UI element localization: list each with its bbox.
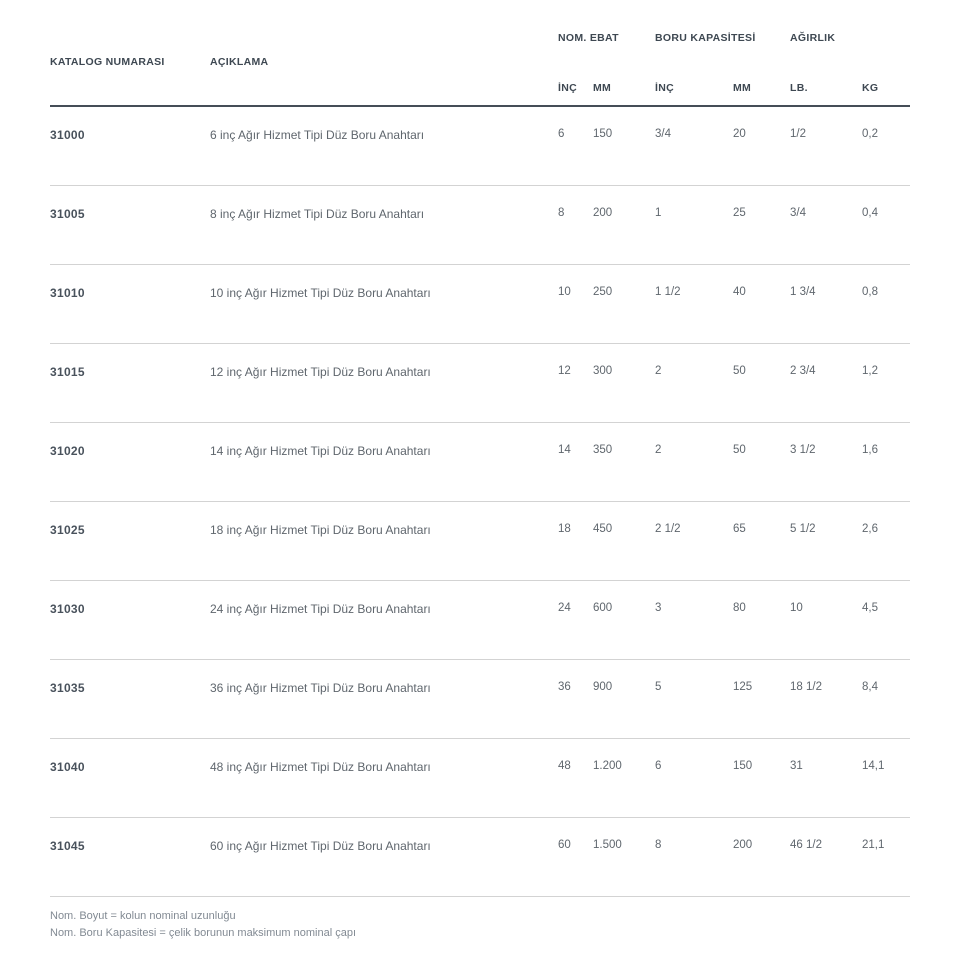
nom-ebat-inc-value: 8 [558, 207, 565, 219]
product-description: 12 inç Ağır Hizmet Tipi Düz Boru Anahtarı [210, 365, 431, 379]
boru-kapasitesi-mm-value: 50 [733, 444, 746, 456]
header-group-boru-kapasitesi: BORU KAPASİTESİ [655, 32, 756, 44]
catalog-table-page [50, 0, 910, 942]
boru-kapasitesi-inc-value: 1 [655, 207, 662, 219]
product-description: 14 inç Ağır Hizmet Tipi Düz Boru Anahtarı [210, 444, 431, 458]
nom-ebat-inc-value: 18 [558, 523, 571, 535]
table-row [50, 107, 910, 186]
agirlik-lb-value: 5 1/2 [790, 523, 816, 535]
agirlik-kg-value: 4,5 [862, 602, 878, 614]
product-description: 10 inç Ağır Hizmet Tipi Düz Boru Anahtarı [210, 286, 431, 300]
table-row [50, 502, 910, 581]
boru-kapasitesi-inc-value: 2 [655, 365, 662, 377]
subheader-nom-mm: MM [593, 82, 612, 94]
nom-ebat-inc-value: 12 [558, 365, 571, 377]
agirlik-kg-value: 14,1 [862, 760, 885, 772]
boru-kapasitesi-mm-value: 125 [733, 681, 753, 693]
subheader-boru-inc: İNÇ [655, 82, 674, 94]
agirlik-lb-value: 1/2 [790, 128, 806, 140]
boru-kapasitesi-mm-value: 25 [733, 207, 746, 219]
agirlik-kg-value: 1,2 [862, 365, 878, 377]
nom-ebat-inc-value: 48 [558, 760, 571, 772]
nom-ebat-mm-value: 450 [593, 523, 613, 535]
subheader-lb: LB. [790, 82, 808, 94]
nom-ebat-inc-value: 10 [558, 286, 571, 298]
catalog-number: 31010 [50, 286, 85, 300]
agirlik-kg-value: 0,4 [862, 207, 878, 219]
nom-ebat-inc-value: 14 [558, 444, 571, 456]
boru-kapasitesi-inc-value: 3 [655, 602, 662, 614]
agirlik-kg-value: 1,6 [862, 444, 878, 456]
catalog-number: 31020 [50, 444, 85, 458]
boru-kapasitesi-mm-value: 200 [733, 839, 753, 851]
table-row [50, 186, 910, 265]
agirlik-kg-value: 0,8 [862, 286, 878, 298]
product-description: 36 inç Ağır Hizmet Tipi Düz Boru Anahtarı [210, 681, 431, 695]
product-description: 48 inç Ağır Hizmet Tipi Düz Boru Anahtarı [210, 760, 431, 774]
header-group-agirlik: AĞIRLIK [790, 32, 836, 44]
subheader-nom-inc: İNÇ [558, 82, 577, 94]
table-row [50, 739, 910, 818]
nom-ebat-mm-value: 1.500 [593, 839, 622, 851]
agirlik-lb-value: 18 1/2 [790, 681, 822, 693]
catalog-number: 31030 [50, 602, 85, 616]
nom-ebat-mm-value: 900 [593, 681, 613, 693]
nom-ebat-inc-value: 36 [558, 681, 571, 693]
table-row [50, 423, 910, 502]
boru-kapasitesi-mm-value: 20 [733, 128, 746, 140]
agirlik-lb-value: 31 [790, 760, 803, 772]
footnotes [50, 897, 910, 942]
footnote-nom-boru-kapasitesi: Nom. Boru Kapasitesi = çelik borunun maksimum nominal çapı [50, 927, 356, 939]
nom-ebat-inc-value: 6 [558, 128, 565, 140]
nom-ebat-mm-value: 1.200 [593, 760, 622, 772]
catalog-number: 31025 [50, 523, 85, 537]
agirlik-kg-value: 21,1 [862, 839, 885, 851]
nom-ebat-mm-value: 350 [593, 444, 613, 456]
agirlik-lb-value: 46 1/2 [790, 839, 822, 851]
boru-kapasitesi-inc-value: 8 [655, 839, 662, 851]
product-description: 24 inç Ağır Hizmet Tipi Düz Boru Anahtarı [210, 602, 431, 616]
table-header [50, 26, 910, 107]
product-description: 60 inç Ağır Hizmet Tipi Düz Boru Anahtarı [210, 839, 431, 853]
catalog-number: 31000 [50, 128, 85, 142]
nom-ebat-mm-value: 600 [593, 602, 613, 614]
table-row [50, 660, 910, 739]
boru-kapasitesi-mm-value: 40 [733, 286, 746, 298]
agirlik-lb-value: 3/4 [790, 207, 806, 219]
table-row [50, 818, 910, 897]
boru-kapasitesi-mm-value: 50 [733, 365, 746, 377]
boru-kapasitesi-inc-value: 2 [655, 444, 662, 456]
nom-ebat-mm-value: 250 [593, 286, 613, 298]
nom-ebat-mm-value: 200 [593, 207, 613, 219]
catalog-number: 31015 [50, 365, 85, 379]
agirlik-kg-value: 8,4 [862, 681, 878, 693]
agirlik-lb-value: 2 3/4 [790, 365, 816, 377]
nom-ebat-mm-value: 150 [593, 128, 613, 140]
catalog-number: 31005 [50, 207, 85, 221]
table-body [50, 107, 910, 897]
agirlik-lb-value: 3 1/2 [790, 444, 816, 456]
nom-ebat-mm-value: 300 [593, 365, 613, 377]
header-katalog-numarasi: KATALOG NUMARASI [50, 55, 165, 68]
header-group-nom-ebat: NOM. EBAT [558, 32, 619, 44]
catalog-number: 31040 [50, 760, 85, 774]
boru-kapasitesi-mm-value: 80 [733, 602, 746, 614]
agirlik-lb-value: 10 [790, 602, 803, 614]
agirlik-kg-value: 2,6 [862, 523, 878, 535]
boru-kapasitesi-mm-value: 150 [733, 760, 753, 772]
footnote-nom-boyut: Nom. Boyut = kolun nominal uzunluğu [50, 910, 236, 922]
table-row [50, 344, 910, 423]
boru-kapasitesi-inc-value: 2 1/2 [655, 523, 681, 535]
product-description: 6 inç Ağır Hizmet Tipi Düz Boru Anahtarı [210, 128, 425, 142]
subheader-boru-mm: MM [733, 82, 752, 94]
product-description: 18 inç Ağır Hizmet Tipi Düz Boru Anahtarı [210, 523, 431, 537]
boru-kapasitesi-mm-value: 65 [733, 523, 746, 535]
agirlik-kg-value: 0,2 [862, 128, 878, 140]
catalog-number: 31045 [50, 839, 85, 853]
nom-ebat-inc-value: 24 [558, 602, 571, 614]
header-aciklama: AÇIKLAMA [210, 55, 269, 68]
product-description: 8 inç Ağır Hizmet Tipi Düz Boru Anahtarı [210, 207, 425, 221]
subheader-kg: KG [862, 82, 879, 94]
boru-kapasitesi-inc-value: 1 1/2 [655, 286, 681, 298]
agirlik-lb-value: 1 3/4 [790, 286, 816, 298]
nom-ebat-inc-value: 60 [558, 839, 571, 851]
table-row [50, 265, 910, 344]
boru-kapasitesi-inc-value: 6 [655, 760, 662, 772]
boru-kapasitesi-inc-value: 5 [655, 681, 662, 693]
table-row [50, 581, 910, 660]
boru-kapasitesi-inc-value: 3/4 [655, 128, 671, 140]
catalog-number: 31035 [50, 681, 85, 695]
